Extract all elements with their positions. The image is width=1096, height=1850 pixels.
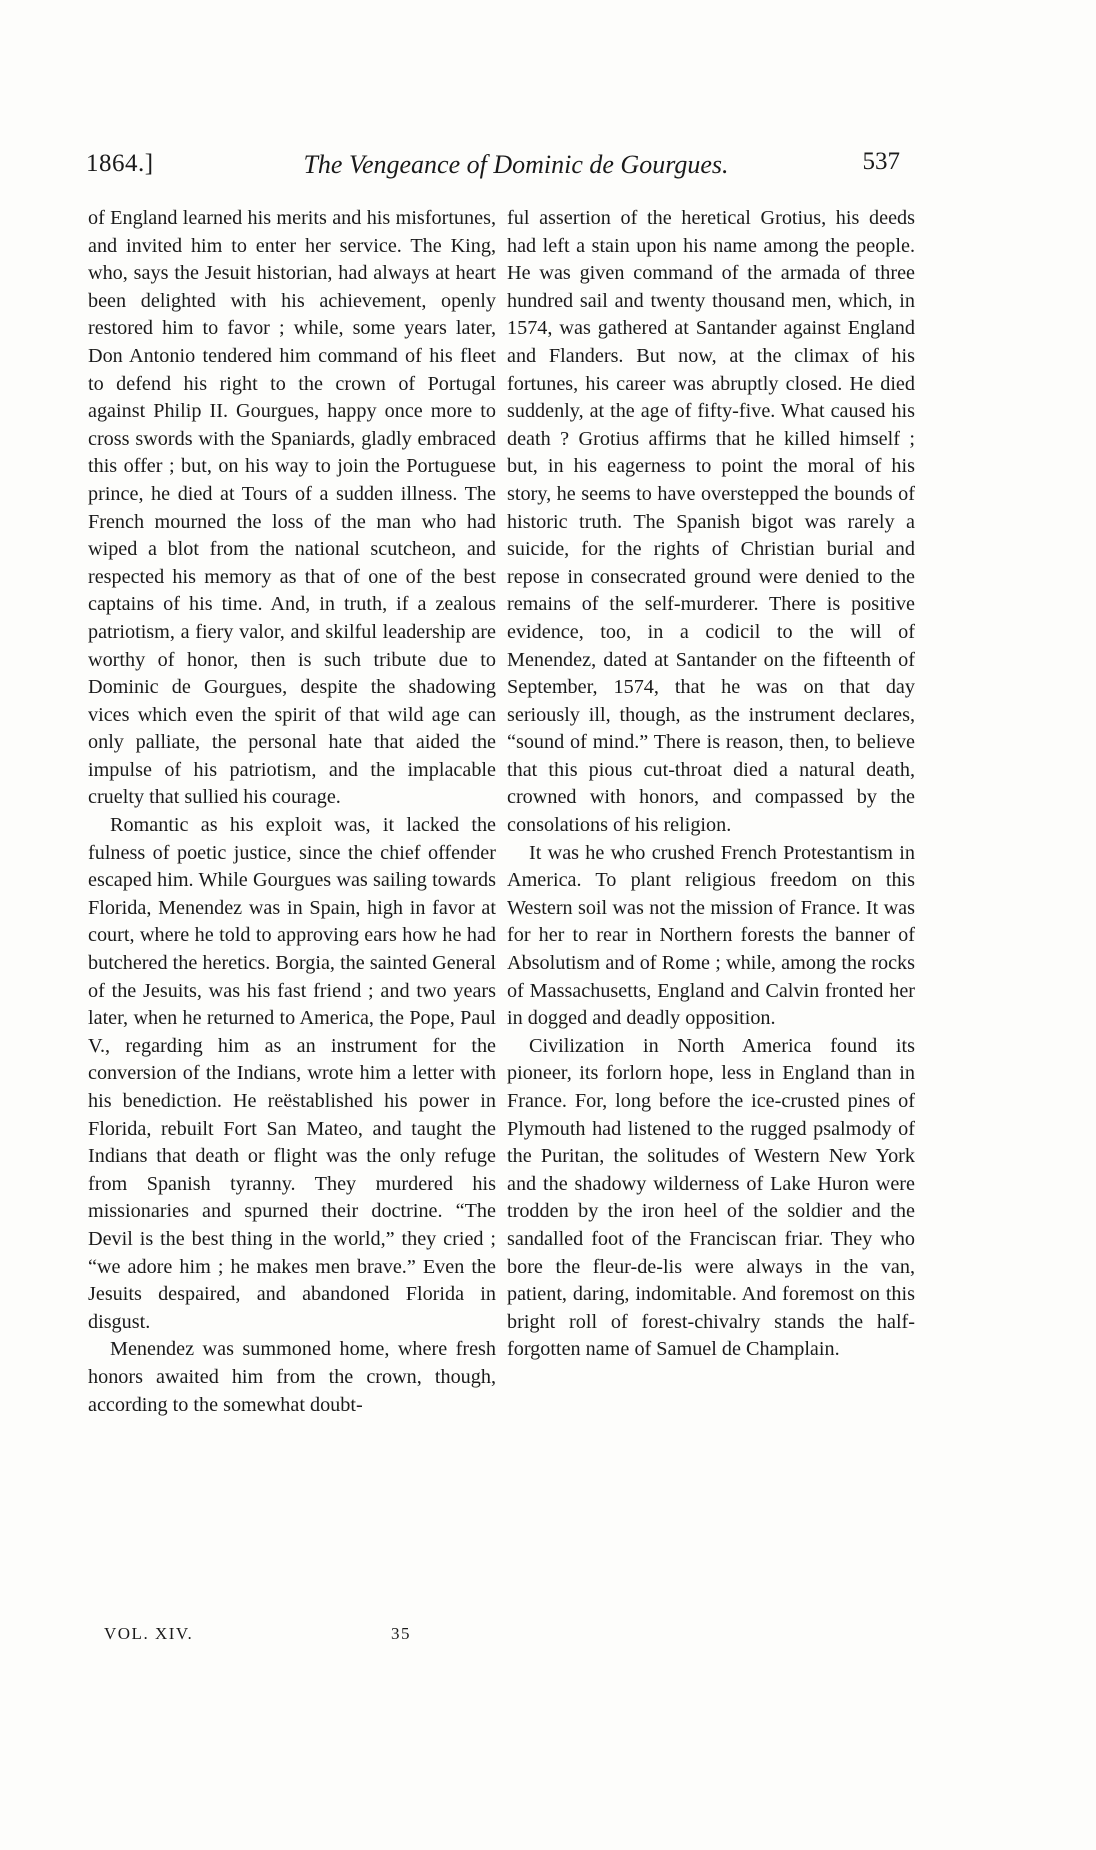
volume-label: VOL. XIV. [104, 1624, 194, 1643]
signature-mark: 35 [391, 1624, 411, 1643]
page-number: 537 [862, 148, 900, 175]
paragraph: It was he who crushed French Protestantism in America. To plant religious freedom on this Western soil was not the mission of France. It was for her to rear in Northern forests the banner of Absolutism and of Rome ; while, among the rocks of Massachusetts, England and Calvin fronted her in dogged and deadly opposition. [507, 841, 915, 1030]
page-footer [104, 1624, 434, 1654]
header-title: The Vengeance of Dominic de Gourgues. [303, 150, 729, 179]
paragraph: of England learned his merits and his misfortunes, and invited him to enter her service. The King, who, says the Jesuit historian, had always at heart been delighted with his achievement, openly restored him to favor ; while, some years later, Don Antonio tendered him command of his fleet to defend his right to the crown of Portugal against Philip II. Gourgues, happy once more to cross swords with the Spaniards, gladly embraced this offer ; but, on his way to join the Portuguese prince, he died at Tours of a sudden illness. The French mourned the loss of the man who had wiped a blot from the national scutcheon, and respected his memory as that of one of the best captains of his time. And, in truth, if a zealous patriotism, a fiery valor, and skilful leadership are worthy of honor, then is such tribute due to Dominic de Gourgues, despite the shadowing vices which even the spirit of that wild age can only palliate, the personal hate that aided the impulse of his patriotism, and the implacable cruelty that sullied his courage. [88, 207, 496, 809]
right-column [507, 205, 915, 1364]
paragraph: Romantic as his exploit was, it lacked the fulness of poetic justice, since the chief offender escaped him. While Gourgues was sailing towards Florida, Menendez was in Spain, high in favor at court, where he told to approving ears how he had butchered the heretics. Borgia, the sainted General of the Jesuits, was his fast friend ; and two years later, when he returned to America, the Pope, Paul V., regarding him as an instrument for the conversion of the Indians, wrote him a letter with his benediction. He reëstablished his power in Florida, rebuilt Fort San Mateo, and taught the Indians that death or flight was the only refuge from Spanish tyranny. They murdered his missionaries and spurned their doctrine. “The Devil is the best thing in the world,” they cried ; “we adore him ; he makes men brave.” Even the Jesuits despaired, and abandoned Florida in disgust. [88, 814, 496, 1333]
running-head [86, 150, 900, 190]
paragraph: ful assertion of the heretical Grotius, his deeds had left a stain upon his name among the people. He was given command of the armada of three hundred sail and twenty thousand men, which, in 1574, was gathered at Santander against England and Flanders. But now, at the climax of his fortunes, his career was abruptly closed. He died suddenly, at the age of fifty-five. What caused his death ? Grotius affirms that he killed himself ; but, in his eagerness to point the moral of his story, he seems to have overstepped the bounds of historic truth. The Spanish bigot was rarely a suicide, for the rights of Christian burial and repose in consecrated ground were denied to the remains of the self-murderer. There is positive evidence, too, in a codicil to the will of Menendez, dated at Santander on the fifteenth of September, 1574, that he was on that day seriously ill, though, as the instrument declares, “sound of mind.” There is reason, then, to believe that this pious cut-throat died a natural death, crowned with honors, and compassed by the consolations of his religion. [507, 207, 915, 837]
paragraph: Civilization in North America found its pioneer, its forlorn hope, less in England than in France. For, long before the ice-crusted pines of Plymouth had listened to the rugged psalmody of the Puritan, the solitudes of Western New York and the shadowy wilderness of Lake Huron were trodden by the iron heel of the soldier and the sandalled foot of the Franciscan friar. They who bore the fleur-de-lis were always in the van, patient, daring, indomitable. And foremost on this bright roll of forest-chivalry stands the half-forgotten name of Samuel de Champlain. [507, 1034, 915, 1361]
paragraph: Menendez was summoned home, where fresh honors awaited him from the crown, though, according to the somewhat doubt- [88, 1338, 496, 1416]
left-column [88, 205, 496, 1419]
header-year: 1864.] [86, 150, 154, 177]
